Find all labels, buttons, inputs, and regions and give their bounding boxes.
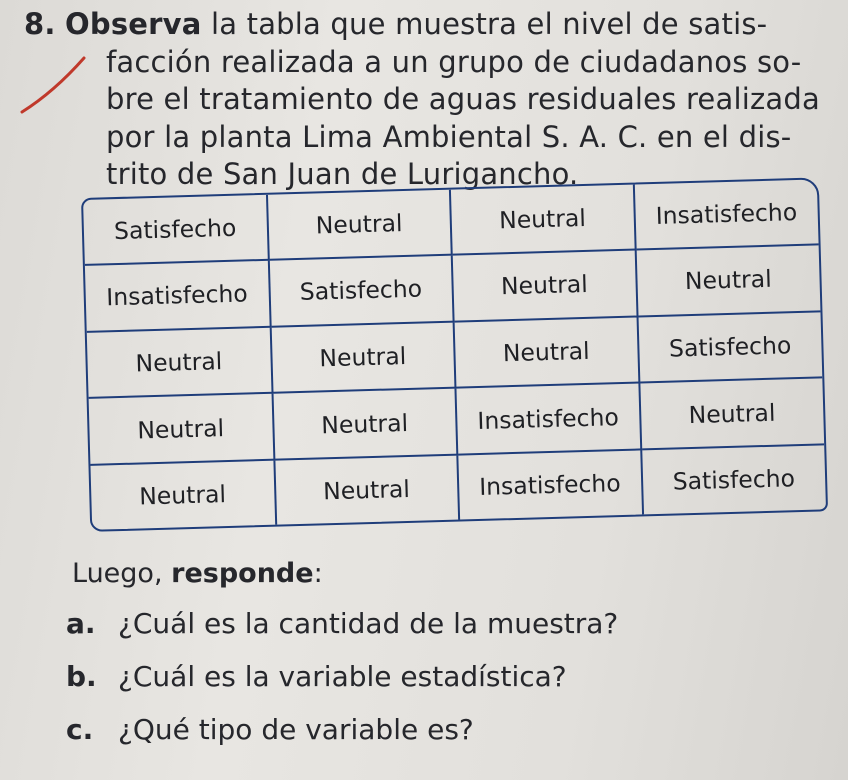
table-cell: Satisfecho: [641, 445, 826, 515]
table-cell: Neutral: [272, 388, 457, 460]
table-cell: Neutral: [454, 316, 639, 388]
question-8: [24, 6, 824, 194]
sub-question-letter: b.: [66, 660, 97, 693]
table-cell: Insatisfecho: [455, 383, 640, 455]
question-text-2: facción realizada a un grupo de ciudadanos so-: [106, 44, 802, 79]
table-cell: Neutral: [639, 378, 824, 450]
question-verb: Observa: [65, 7, 202, 41]
table-cell: Satisfecho: [268, 254, 453, 326]
sub-question-text: ¿Cuál es la cantidad de la muestra?: [118, 607, 619, 640]
sub-questions: [66, 604, 826, 763]
sub-question-letter: a.: [66, 607, 96, 640]
table-cell: Neutral: [635, 244, 820, 316]
sub-question-letter: c.: [66, 713, 94, 746]
table-cell: Neutral: [452, 249, 637, 321]
follow-up-suffix: :: [313, 558, 323, 589]
sub-question-text: ¿Cuál es la variable estadística?: [118, 660, 567, 693]
table-cell: Neutral: [450, 185, 635, 255]
question-line-1: [24, 6, 824, 44]
table-cell: Neutral: [87, 326, 272, 398]
table-cell: Satisfecho: [83, 195, 268, 265]
table-cell: Insatisfecho: [633, 179, 818, 249]
sub-question-text: ¿Qué tipo de variable es?: [118, 713, 474, 746]
question-text-3: bre el tratamiento de aguas residuales realizada: [106, 82, 820, 116]
table-cell: Neutral: [266, 190, 451, 260]
table-cell: Insatisfecho: [457, 450, 642, 520]
sub-question-a: [66, 604, 826, 657]
satisfaction-table: [81, 177, 828, 531]
question-text-4: por la planta Lima Ambiental S. A. C. en el dis-: [106, 119, 792, 154]
question-text-5: trito de San Juan de Lurigancho.: [106, 157, 579, 191]
satisfaction-table-grid: [83, 179, 826, 529]
table-cell: Insatisfecho: [85, 259, 270, 331]
follow-up-bold: responde: [171, 558, 314, 589]
table-cell: Neutral: [90, 460, 275, 530]
sub-question-b: [66, 657, 826, 710]
table-cell: Satisfecho: [637, 311, 822, 383]
question-number: 8.: [24, 7, 56, 41]
table-cell: Neutral: [89, 393, 274, 465]
follow-up-instruction: [72, 558, 323, 589]
question-text-1: la tabla que muestra el nivel de satis-: [210, 7, 768, 41]
follow-up-prefix: Luego,: [72, 558, 163, 589]
table-cell: Neutral: [270, 321, 455, 393]
table-cell: Neutral: [274, 455, 459, 525]
sub-question-c: [66, 710, 826, 763]
